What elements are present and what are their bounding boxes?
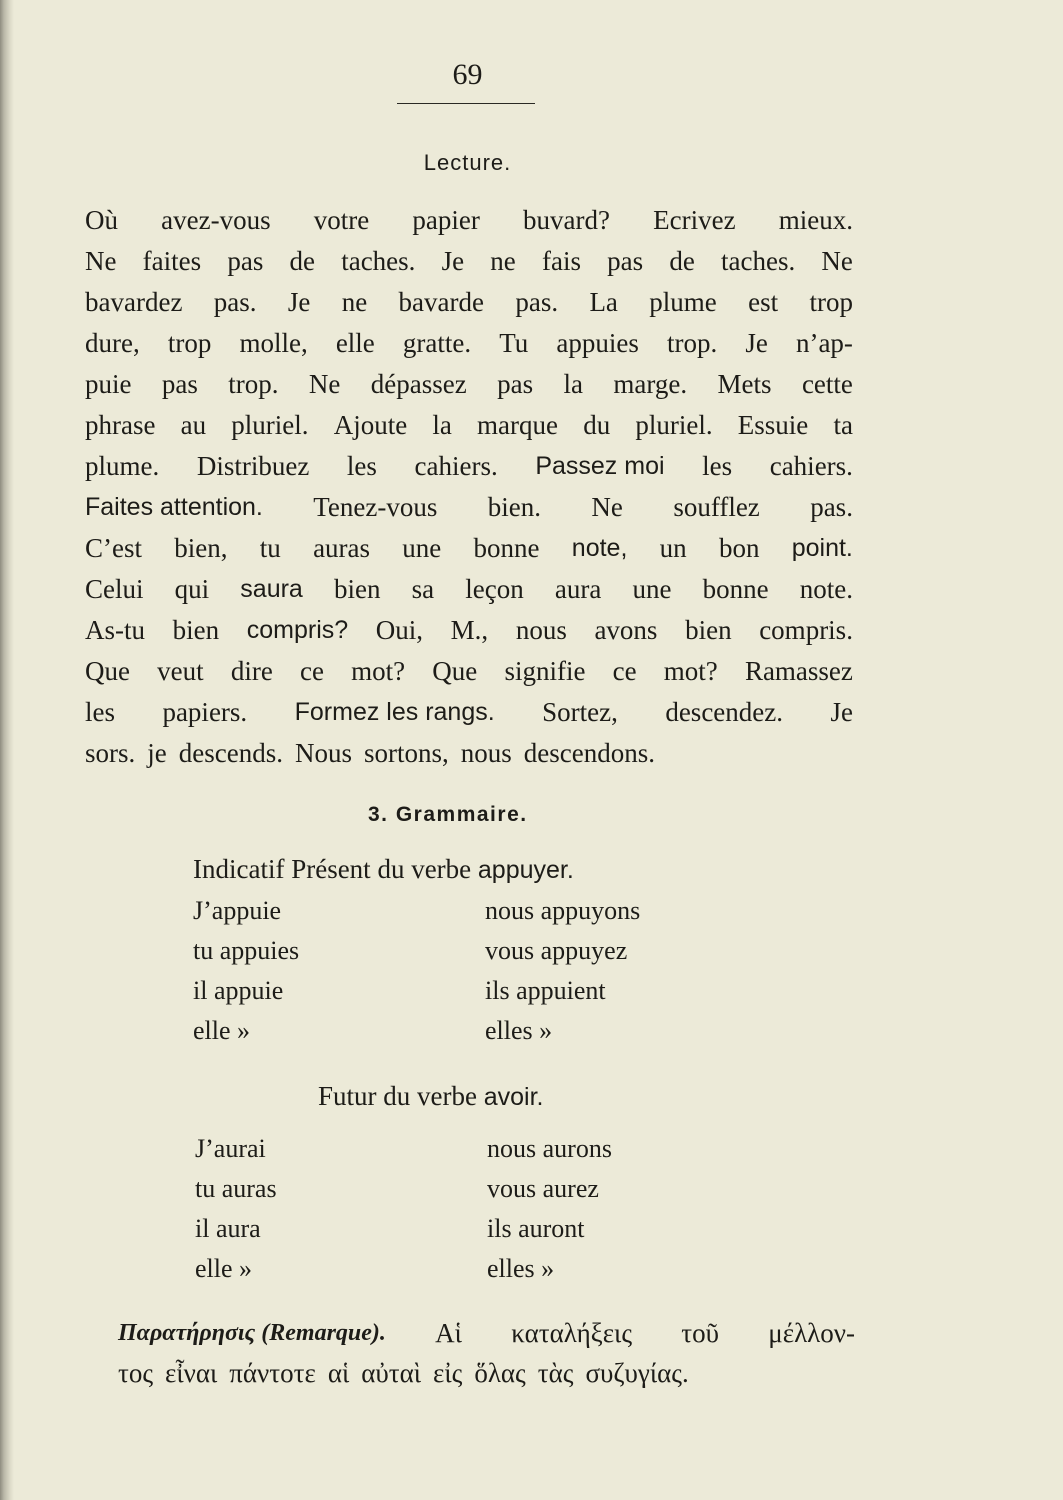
reading-heading: Lecture. [423, 150, 512, 175]
reading-word: marge. [613, 369, 688, 399]
reading-word: mot? [663, 656, 718, 686]
reading-word: du [583, 410, 611, 440]
reading-paragraph [85, 200, 853, 774]
reading-word: sors. [85, 738, 136, 768]
reading-word: marque [477, 410, 559, 440]
reading-word: trop [809, 287, 853, 317]
reading-word: pas. [810, 492, 853, 522]
future-plural-form: ils auront [487, 1214, 585, 1243]
reading-word: sa [411, 574, 435, 604]
reading-word: ce [612, 656, 637, 686]
reading-emphasis: Formez les rangs. [294, 698, 495, 726]
reading-word: bien [333, 574, 381, 604]
reading-word: Oui, [375, 615, 424, 645]
reading-line [85, 528, 853, 569]
reading-word: cahiers. [769, 451, 853, 481]
reading-line [85, 323, 853, 364]
remark-word: τοῦ [681, 1318, 720, 1348]
reading-word: Que [85, 656, 130, 686]
remark-word: τος [118, 1358, 154, 1388]
present-plural-form: elles » [485, 1016, 553, 1045]
remark-word: αἱ [327, 1358, 350, 1388]
remark-paragraph [118, 1313, 855, 1393]
reading-word: Sortez, [542, 697, 618, 727]
reading-word: C’est [85, 533, 142, 563]
present-plural-form: vous appuyez [485, 936, 628, 965]
reading-word: Celui [85, 574, 144, 604]
reading-word: cahiers. [414, 451, 498, 481]
remark-word: αὐταὶ [361, 1358, 422, 1388]
reading-word: ta [833, 410, 853, 440]
reading-word: descends. [178, 738, 283, 768]
reading-word: de [289, 246, 316, 276]
reading-line [85, 282, 853, 323]
reading-word: n’ap- [795, 328, 853, 358]
reading-word: pas [227, 246, 264, 276]
present-conjugation-title [193, 854, 574, 885]
reading-word: phrase [85, 410, 156, 440]
future-singular-form: il aura [195, 1214, 261, 1243]
reading-word: la [432, 410, 452, 440]
remark-word: μέλλον- [768, 1318, 855, 1348]
reading-word: aura [554, 574, 602, 604]
reading-word: Que [432, 656, 478, 686]
reading-word: bon [718, 533, 760, 563]
reading-word: Je [287, 287, 311, 317]
remark-word: συζυγίας. [585, 1358, 689, 1388]
future-conjugation-title [318, 1081, 543, 1112]
reading-word: pluriel. [635, 410, 713, 440]
reading-word: mieux. [778, 205, 853, 235]
future-plural-form: nous aurons [487, 1134, 612, 1163]
reading-line [85, 692, 853, 733]
future-verb: avoir. [483, 1083, 544, 1111]
future-singular-form: J’aurai [195, 1134, 266, 1163]
reading-word: bonne [702, 574, 769, 604]
reading-line [85, 200, 853, 241]
reading-word: compris. [759, 615, 853, 645]
reading-word: As-tu [85, 615, 145, 645]
reading-word: pas. [515, 287, 559, 317]
reading-emphasis: Passez moi [535, 452, 665, 480]
reading-word: les [85, 697, 115, 727]
remark-word: πάντοτε [229, 1358, 316, 1388]
reading-word: les [346, 451, 377, 481]
reading-word: pas [161, 369, 198, 399]
reading-word: auras [313, 533, 371, 563]
reading-word: pas [607, 246, 644, 276]
remark-word: Αἱ [435, 1318, 462, 1348]
reading-word: taches. [341, 246, 416, 276]
reading-word: papier [412, 205, 480, 235]
reading-word: La [589, 287, 618, 317]
reading-word: fais [541, 246, 581, 276]
remark-word: ὅλας [474, 1358, 526, 1388]
reading-word: taches. [721, 246, 796, 276]
reading-emphasis: point. [791, 534, 853, 562]
reading-word: pas [497, 369, 534, 399]
reading-line [85, 241, 853, 282]
reading-word: bonne [473, 533, 540, 563]
future-title-text: Futur du verbe [318, 1081, 477, 1111]
reading-word: descendez. [665, 697, 784, 727]
reading-word: molle, [239, 328, 308, 358]
reading-line [85, 610, 853, 651]
reading-word: dire [230, 656, 273, 686]
reading-word: bien. [487, 492, 542, 522]
remark-word: τὰς [537, 1358, 574, 1388]
reading-line [85, 364, 853, 405]
reading-word: bien [685, 615, 732, 645]
future-plural-form: vous aurez [487, 1174, 599, 1203]
reading-word: Distribuez [196, 451, 310, 481]
reading-word: sortons, [364, 738, 449, 768]
reading-word: trop. [666, 328, 718, 358]
reading-word: elle [335, 328, 375, 358]
reading-word: leçon [465, 574, 524, 604]
reading-word: buvard? [523, 205, 610, 235]
reading-word: Où [85, 205, 118, 235]
reading-word: ne [490, 246, 516, 276]
remark-word: εἶναι [165, 1358, 218, 1388]
reading-word: soufflez [673, 492, 760, 522]
reading-word: faites [142, 246, 202, 276]
reading-word: Ecrivez [653, 205, 736, 235]
reading-word: bavarde [398, 287, 484, 317]
remark-line [118, 1353, 855, 1393]
reading-word: Ajoute [333, 410, 408, 440]
reading-word: de [669, 246, 695, 276]
reading-word: un [659, 533, 687, 563]
reading-word: Ne [821, 246, 853, 276]
reading-word: descendons. [523, 738, 655, 768]
reading-word: est [748, 287, 779, 317]
reading-word: veut [157, 656, 204, 686]
reading-line [85, 651, 853, 692]
page-binding-edge [0, 0, 14, 1500]
reading-word: une [632, 574, 672, 604]
reading-word: qui [174, 574, 210, 604]
reading-word: M., [450, 615, 489, 645]
reading-word: une [402, 533, 442, 563]
reading-word: nous [460, 738, 512, 768]
reading-word: Ne [591, 492, 623, 522]
reading-word: ce [299, 656, 324, 686]
present-singular-form: J’appuie [193, 896, 282, 925]
reading-emphasis: saura [240, 575, 303, 603]
reading-word: Je [830, 697, 853, 727]
future-plural-form: elles » [487, 1254, 555, 1283]
reading-word: Mets [717, 369, 772, 399]
remark-line [118, 1313, 855, 1353]
reading-word: Tu [499, 328, 529, 358]
reading-word: puie [85, 369, 132, 399]
reading-line [85, 405, 853, 446]
reading-line [85, 569, 853, 610]
reading-word: tu [259, 533, 281, 563]
reading-word: note. [799, 574, 853, 604]
present-singular-form: il appuie [193, 976, 284, 1005]
reading-word: bavardez [85, 287, 183, 317]
reading-line [85, 733, 853, 774]
reading-word: cette [801, 369, 853, 399]
present-title-text: Indicatif Présent du verbe [193, 854, 472, 884]
reading-word: Ramassez [744, 656, 853, 686]
reading-line [85, 487, 853, 528]
reading-word: papiers. [162, 697, 248, 727]
reading-word: la [563, 369, 584, 399]
reading-word: appuies [556, 328, 639, 358]
reading-word: Je [441, 246, 465, 276]
reading-word: avez-vous [161, 205, 271, 235]
grammar-heading: 3. Grammaire. [368, 803, 528, 826]
reading-word: au [180, 410, 207, 440]
present-plural-form: nous appuyons [485, 896, 641, 925]
reading-word: bien, [174, 533, 228, 563]
reading-word: Ne [85, 246, 117, 276]
reading-emphasis: note, [571, 534, 628, 562]
reading-emphasis: Faites attention. [85, 493, 263, 521]
present-plural-form: ils appuient [485, 976, 606, 1005]
reading-line [85, 446, 853, 487]
remark-label: Παρατήρησις (Remarque). [118, 1320, 386, 1346]
reading-word: Tenez-vous [313, 492, 438, 522]
reading-word: trop. [228, 369, 279, 399]
reading-emphasis: compris? [246, 616, 349, 644]
remark-word: εἰς [433, 1358, 463, 1388]
reading-word: dure, [85, 328, 140, 358]
present-singular-form: elle » [193, 1016, 251, 1045]
reading-word: Je [745, 328, 768, 358]
reading-word: plume [649, 287, 717, 317]
reading-word: signifie [504, 656, 586, 686]
page-number: 69 [452, 58, 483, 91]
reading-word: Ne [308, 369, 341, 399]
present-singular-form: tu appuies [193, 936, 300, 965]
reading-word: pluriel. [231, 410, 309, 440]
page-number-rule [397, 103, 535, 104]
reading-word: bien [172, 615, 220, 645]
reading-word: nous [515, 615, 567, 645]
present-verb: appuyer. [477, 856, 574, 884]
reading-word: dépassez [370, 369, 467, 399]
reading-word: les [702, 451, 733, 481]
future-singular-form: elle » [195, 1254, 253, 1283]
reading-word: je [147, 738, 167, 768]
reading-word: gratte. [402, 328, 472, 358]
reading-word: avons [594, 615, 658, 645]
reading-word: votre [313, 205, 370, 235]
future-singular-form: tu auras [195, 1174, 277, 1203]
reading-word: mot? [351, 656, 406, 686]
reading-word: trop [167, 328, 212, 358]
reading-word: Nous [294, 738, 352, 768]
reading-word: pas. [213, 287, 257, 317]
reading-word: ne [341, 287, 368, 317]
reading-word: plume. [85, 451, 160, 481]
reading-word: Essuie [737, 410, 809, 440]
remark-word: καταλήξεις [511, 1318, 633, 1348]
